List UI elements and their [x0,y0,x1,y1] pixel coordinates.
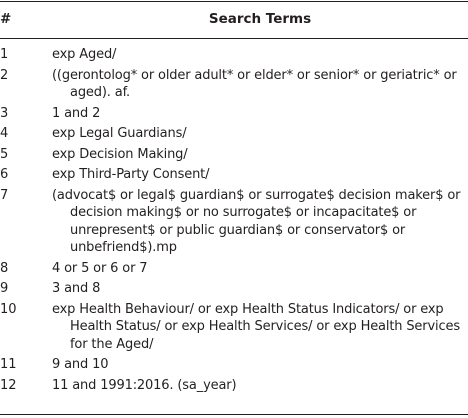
table-row [0,166,468,184]
row-number: 2 [0,67,9,83]
table-row [0,187,468,257]
row-search-term: 9 and 10 [52,357,109,372]
row-number: 9 [0,281,9,296]
row-number: 7 [0,187,9,203]
row-search-term: exp Third-Party Consent/ [52,167,210,182]
table-row [0,125,468,143]
table-row [0,301,468,354]
row-number: 1 [0,47,9,62]
row-number: 5 [0,146,9,162]
row-number: 10 [0,301,17,317]
row-search-term: 3 and 8 [52,281,101,296]
row-number: 3 [0,105,9,121]
table-header-row [0,1,468,38]
row-search-term: exp Decision Making/ [52,146,188,162]
row-search-term: (advocat$ or legal$ guardian$ or surrogate$ decision maker$ or decision making$ or no surrogate$ or incapacitate$ or unrepresent$ or public guardian$ or conservator$ or unbefriend$).mp [52,187,461,255]
table-row [0,356,468,374]
row-search-term: ((gerontolog* or older adult* or elder* or senior* or geriatric* or aged). af. [52,67,457,100]
row-search-term: 4 or 5 or 6 or 7 [52,260,148,276]
table-bottom-rule [0,414,468,415]
row-number: 4 [0,126,9,141]
header-number: # [0,11,12,27]
table-row [0,105,468,123]
table-row [0,46,468,64]
row-search-term: exp Legal Guardians/ [52,126,187,141]
row-search-term: 1 and 2 [52,105,101,121]
row-number: 8 [0,260,9,276]
header-search-terms: Search Terms [208,11,312,27]
table-row [0,280,468,298]
table-row [0,67,468,102]
table-row [0,260,468,278]
row-number: 11 [0,357,17,372]
row-search-term: exp Aged/ [52,47,117,62]
row-number: 6 [0,167,9,182]
row-number: 12 [0,377,17,393]
row-search-term: 11 and 1991:2016. (sa_year) [52,377,237,393]
table-row [0,146,468,164]
table-header-rule [0,38,468,39]
table-row [0,377,468,395]
table-body [0,46,468,397]
row-search-term: exp Health Behaviour/ or exp Health Status Indicators/ or exp Health Status/ or exp Health Services/ or exp Health Services for the Aged/ [52,301,460,352]
